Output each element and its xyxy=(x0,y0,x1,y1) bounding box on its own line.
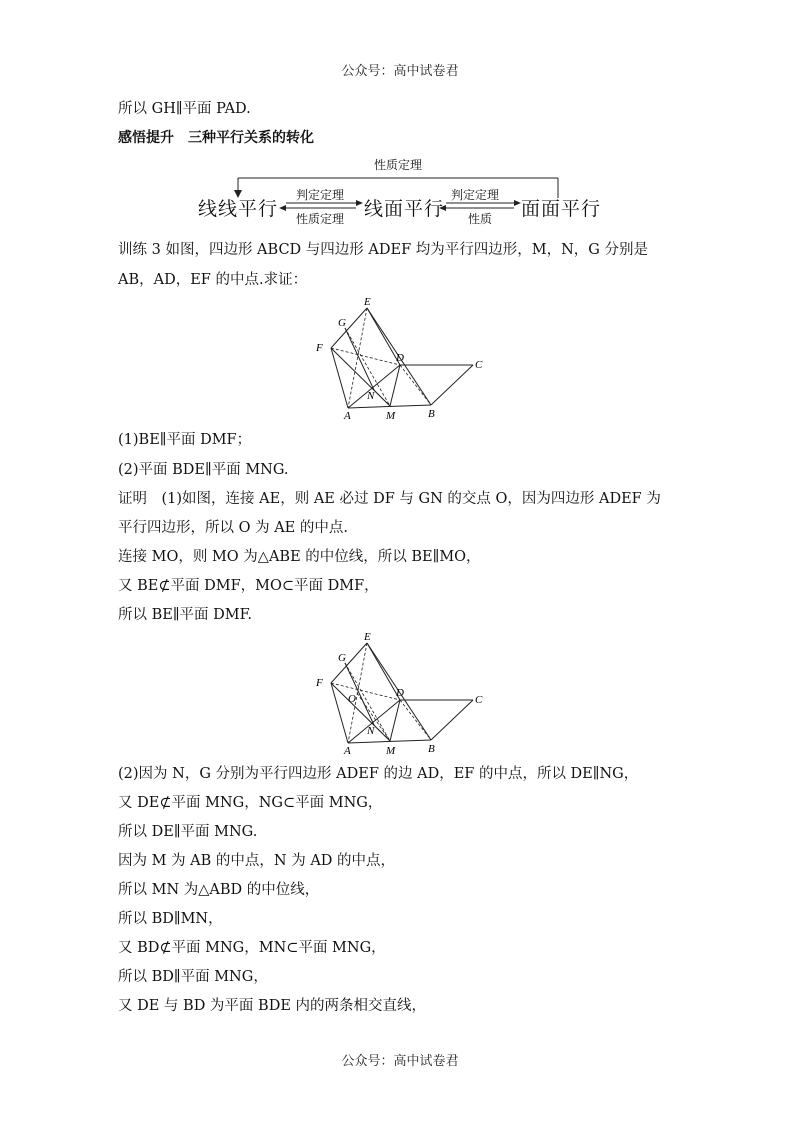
arrow1-bottom-label: 性质定理 xyxy=(296,212,345,226)
node-plane-plane: 面面平行 xyxy=(521,198,602,220)
parallel-relation-diagram xyxy=(196,150,616,225)
proof-line-6: (2)因为 N，G 分别为平行四边形 ADEF 的边 AD，EF 的中点，所以 DE∥NG， xyxy=(118,766,639,782)
proof-line-10: 所以 MN 为△ABD 的中位线， xyxy=(118,882,320,898)
exercise-line-1: 训练 3 如图，四边形 ABCD 与四边形 ADEF 均为平行四边形，M，N，G 分别是 xyxy=(118,242,648,258)
page-header: 公众号：高中试卷君 xyxy=(341,64,459,79)
section-heading: 感悟提升 三种平行关系的转化 xyxy=(118,130,314,146)
label-N: N xyxy=(367,725,375,737)
exercise-line-2: AB，AD，EF 的中点.求证： xyxy=(118,272,308,288)
proof-line-12: 又 BD⊄平面 MNG，MN⊂平面 MNG， xyxy=(118,940,386,956)
arrow2-bottom-label: 性质 xyxy=(468,212,493,226)
arrow2-top-label: 判定定理 xyxy=(451,188,500,202)
proof-line-13: 所以 BD∥平面 MNG， xyxy=(118,969,268,985)
node-line-line: 线线平行 xyxy=(198,198,279,220)
proof-line-3: 连接 MO，则 MO 为△ABE 的中位线，所以 BE∥MO， xyxy=(118,549,481,565)
top-arrow-label: 性质定理 xyxy=(374,158,423,172)
proof-line-9: 因为 M 为 AB 的中点，N 为 AD 的中点， xyxy=(118,853,396,869)
label-C: C xyxy=(475,694,483,706)
label-G: G xyxy=(338,317,346,329)
label-A: A xyxy=(344,410,351,422)
label-M: M xyxy=(386,745,396,757)
label-F: F xyxy=(316,677,323,689)
label-B: B xyxy=(428,743,435,755)
text-line-1: 所以 GH∥平面 PAD. xyxy=(118,101,251,117)
proof-line-1: 证明 (1)如图，连接 AE，则 AE 必过 DF 与 GN 的交点 O，因为四边形 ADEF 为 xyxy=(118,491,661,507)
label-O: O xyxy=(348,693,356,705)
label-M: M xyxy=(386,410,396,422)
page-footer: 公众号：高中试卷君 xyxy=(341,1054,459,1069)
arrow1-top-label: 判定定理 xyxy=(296,188,345,202)
geometry-figure-2 xyxy=(310,630,510,760)
proof-line-5: 所以 BE∥平面 DMF. xyxy=(118,607,253,623)
label-A: A xyxy=(344,745,351,757)
label-N: N xyxy=(367,390,375,402)
proof-line-2: 平行四边形，所以 O 为 AE 的中点. xyxy=(118,520,348,536)
label-F: F xyxy=(316,342,323,354)
label-D: D xyxy=(396,352,404,364)
proof-line-8: 所以 DE∥平面 MNG. xyxy=(118,824,258,840)
question-1: (1)BE∥平面 DMF； xyxy=(118,432,252,448)
proof-line-4: 又 BE⊄平面 DMF，MO⊂平面 DMF， xyxy=(118,578,379,594)
label-D: D xyxy=(396,687,404,699)
label-E: E xyxy=(364,296,371,308)
geometry-figure-1 xyxy=(310,295,510,425)
label-G: G xyxy=(338,652,346,664)
node-line-plane: 线面平行 xyxy=(364,198,445,220)
label-E: E xyxy=(364,631,371,643)
proof-line-11: 所以 BD∥MN， xyxy=(118,911,223,927)
proof-line-7: 又 DE⊄平面 MNG，NG⊂平面 MNG， xyxy=(118,795,383,811)
proof-line-14: 又 DE 与 BD 为平面 BDE 内的两条相交直线， xyxy=(118,998,427,1014)
label-B: B xyxy=(428,408,435,420)
question-2: (2)平面 BDE∥平面 MNG. xyxy=(118,462,289,478)
label-C: C xyxy=(475,359,483,371)
